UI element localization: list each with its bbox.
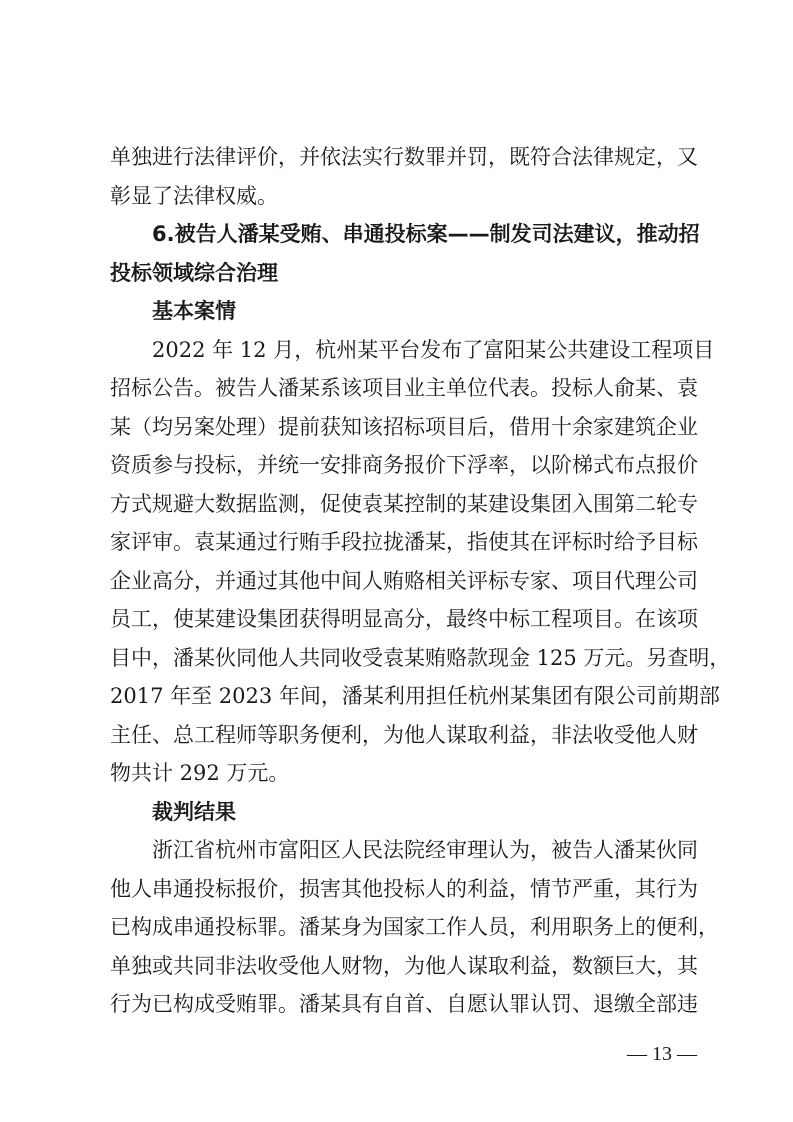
section-heading-basic-facts: 基本案情 [152,299,236,323]
paragraph-line: 单独或共同非法收受他人财物，为他人谋取利益，数额巨大，其 [110,953,698,978]
paragraph-line: 企业高分，并通过其他中间人贿赂相关评标专家、项目代理公司 [110,568,698,593]
case-heading: 6.被告人潘某受贿、串通投标案——制发司法建议，推动招 [152,222,700,246]
paragraph-line: 2022 年 12 月，杭州某平台发布了富阳某公共建设工程项目 [152,337,715,362]
section-heading-judgment: 裁判结果 [152,799,236,824]
paragraph-line: 员工，使某建设集团获得明显高分，最终中标工程项目。在该项 [110,607,698,631]
paragraph-line: 单独进行法律评价，并依法实行数罪并罚，既符合法律规定，又 [110,145,698,169]
paragraph-line: 浙江省杭州市富阳区人民法院经审理认为，被告人潘某伙同 [152,838,698,862]
paragraph-line: 家评审。袁某通过行贿手段拉拢潘某，指使其在评标时给予目标 [110,530,698,554]
paragraph-line: 某（均另案处理）提前获知该招标项目后，借用十余家建筑企业 [110,414,698,439]
paragraph-line: 他人串通投标报价，损害其他投标人的利益，情节严重，其行为 [110,876,698,901]
paragraph-line: 2017 年至 2023 年间，潘某利用担任杭州某集团有限公司前期部 [110,684,720,708]
paragraph-line: 目中，潘某伙同他人共同收受袁某贿赂款现金 125 万元。另查明， [110,645,731,670]
paragraph-line: 行为已构成受贿罪。潘某具有自首、自愿认罪认罚、退缴全部违 [110,992,698,1016]
page-number: — 13 — [627,1043,697,1065]
paragraph-line: 方式规避大数据监测，促使袁某控制的某建设集团入围第二轮专 [110,491,698,516]
paragraph-line: 已构成串通投标罪。潘某身为国家工作人员，利用职务上的便利， [110,915,719,939]
paragraph-line: 招标公告。被告人潘某系该项目业主单位代表。投标人俞某、袁 [110,376,698,400]
paragraph-line: 主任、总工程师等职务便利，为他人谋取利益，非法收受他人财 [110,722,698,747]
case-heading: 投标领域综合治理 [110,260,278,285]
paragraph-line: 资质参与投标，并统一安排商务报价下浮率，以阶梯式布点报价 [110,453,698,477]
paragraph-line: 彰显了法律权威。 [110,183,278,208]
paragraph-line: 物共计 292 万元。 [110,761,290,785]
document-body [110,138,731,1024]
